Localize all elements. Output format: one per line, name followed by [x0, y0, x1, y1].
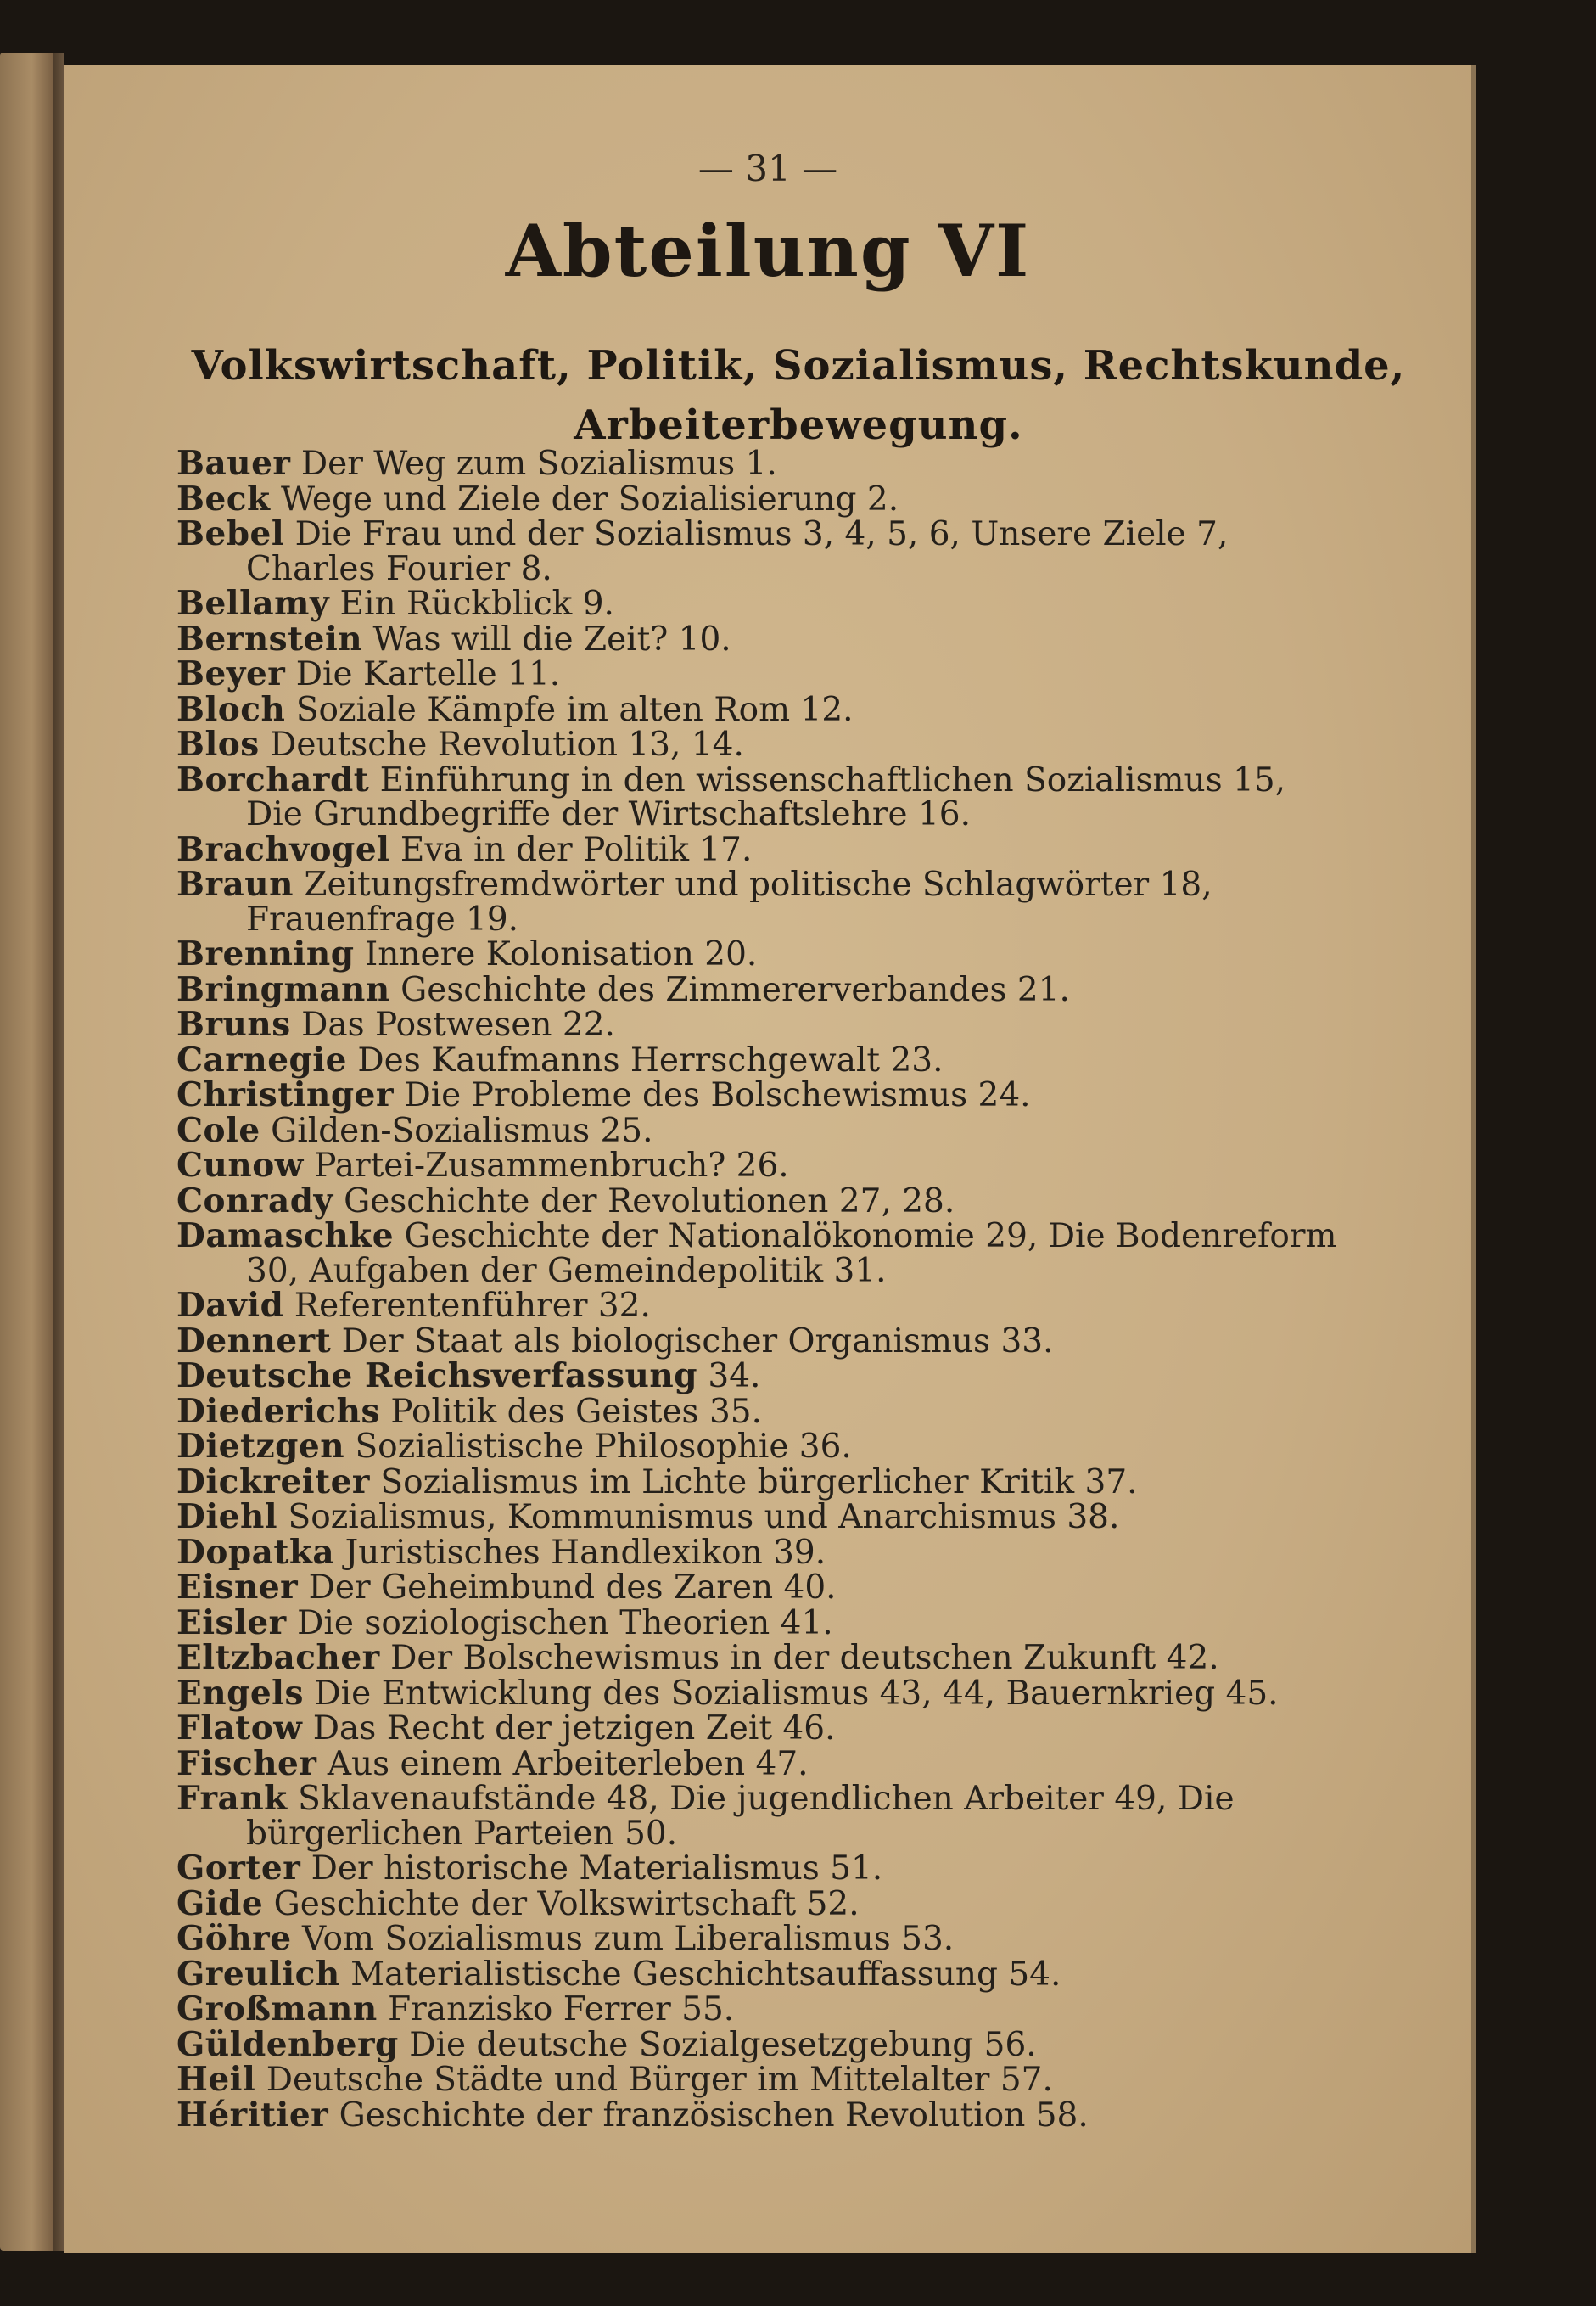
- subtitle-line-1: Volkswirtschaft, Politik, Sozialismus, Rechtskunde,: [191, 342, 1406, 390]
- page-number: — 31 —: [697, 148, 838, 189]
- list-item: [176, 1570, 1347, 1606]
- entry-author: Héritier: [176, 2095, 329, 2135]
- entry-author: Diehl: [176, 1497, 278, 1536]
- entry-author: Eisler: [176, 1602, 287, 1642]
- entry-author: Bebel: [176, 514, 285, 553]
- list-item: [176, 1181, 1347, 1220]
- entry-titles: Materialistische Geschichtsauffassung 54.: [350, 1955, 1061, 1994]
- list-item: [176, 1148, 1347, 1184]
- list-item: [176, 1602, 1347, 1642]
- entry-titles: Sklavenaufstände 48, Die jugendlichen Arbeiter 49, Die bürgerlichen Parteien 50.: [246, 1780, 1235, 1853]
- list-item: [176, 1007, 1347, 1043]
- entry-author: Flatow: [176, 1708, 303, 1748]
- entry-titles: Juristisches Handlexikon 39.: [344, 1533, 826, 1572]
- entry-author: Gorter: [176, 1849, 301, 1888]
- list-item: [176, 1954, 1347, 1994]
- entry-author: Dickreiter: [176, 1462, 370, 1501]
- entry-author: Fischer: [176, 1743, 317, 1783]
- entry-titles: Der Bolschewismus in der deutschen Zukunft 42.: [390, 1639, 1219, 1677]
- entry-titles: Politik des Geistes 35.: [390, 1392, 762, 1431]
- list-item: [176, 1216, 1347, 1290]
- entry-titles: Geschichte der Nationalökonomie 29, Die Bodenreform 30, Aufgaben der Gemeindepolitik 31.: [246, 1217, 1337, 1290]
- entry-titles: Die deutsche Sozialgesetzgebung 56.: [409, 2025, 1037, 2064]
- entry-titles: Geschichte der Revolutionen 27, 28.: [344, 1181, 955, 1220]
- entry-author: Bauer: [176, 444, 291, 483]
- entry-author: Güldenberg: [176, 2024, 399, 2064]
- entry-author: Braun: [176, 865, 294, 904]
- entry-titles: Wege und Ziele der Sozialisierung 2.: [280, 480, 899, 519]
- entry-titles: Soziale Kämpfe im alten Rom 12.: [295, 690, 854, 729]
- entry-author: Carnegie: [176, 1040, 347, 1080]
- entry-titles: Die Entwicklung des Sozialismus 43, 44, Bauernkrieg 45.: [314, 1674, 1279, 1713]
- list-item: [176, 689, 1347, 729]
- entry-author: Greulich: [176, 1954, 340, 1994]
- list-item: [176, 1781, 1347, 1851]
- entry-author: Engels: [176, 1673, 304, 1713]
- entry-author: Bloch: [176, 689, 286, 729]
- list-item: [176, 727, 1347, 763]
- entry-author: Großmann: [176, 1989, 378, 2028]
- list-item: [176, 1638, 1347, 1677]
- entry-author: Damaschke: [176, 1216, 395, 1255]
- list-item: [176, 1743, 1347, 1783]
- list-item: [176, 1989, 1347, 2028]
- entry-author: Bruns: [176, 1005, 291, 1044]
- entry-author: David: [176, 1286, 284, 1325]
- list-item: [176, 1462, 1347, 1501]
- entry-titles: Partei-Zusammenbruch? 26.: [314, 1147, 789, 1185]
- entry-titles: Die soziologischen Theorien 41.: [297, 1603, 833, 1642]
- entry-titles: Sozialismus im Lichte bürgerlicher Kritik 37.: [380, 1462, 1138, 1501]
- previous-page-edge: [0, 53, 53, 2251]
- entry-titles: Sozialismus, Kommunismus und Anarchismus 38.: [288, 1498, 1120, 1536]
- list-item: [176, 586, 1347, 622]
- list-item: [176, 867, 1347, 937]
- list-item: [176, 1321, 1347, 1361]
- entry-author: Cunow: [176, 1146, 304, 1185]
- entry-titles: Die Kartelle 11.: [295, 655, 561, 693]
- entry-titles: Geschichte der Volkswirtschaft 52.: [273, 1884, 860, 1923]
- entry-titles: Das Recht der jetzigen Zeit 46.: [312, 1709, 836, 1748]
- list-item: [176, 1391, 1347, 1431]
- list-item: [176, 2062, 1347, 2098]
- list-item: [176, 1919, 1347, 1958]
- entry-author: Eltzbacher: [176, 1638, 380, 1677]
- list-item: [176, 1356, 1347, 1395]
- entry-titles: Geschichte der französischen Revolution 58.: [339, 2096, 1089, 2135]
- list-item: [176, 1040, 1347, 1080]
- entry-titles: Der Weg zum Sozialismus 1.: [300, 445, 777, 483]
- list-item: [176, 619, 1347, 659]
- list-item: [176, 969, 1347, 1009]
- entry-author: Bringmann: [176, 969, 390, 1009]
- list-item: [176, 479, 1347, 519]
- list-item: [176, 446, 1347, 482]
- entry-titles: Der Staat als biologischer Organismus 33.: [341, 1321, 1054, 1361]
- entry-titles: 34.: [708, 1357, 761, 1395]
- entry-author: Bellamy: [176, 584, 330, 623]
- list-item: [176, 2024, 1347, 2064]
- book-page: [64, 65, 1476, 2253]
- list-item: [176, 1532, 1347, 1572]
- list-item: [176, 1110, 1347, 1150]
- entry-author: Frank: [176, 1779, 288, 1818]
- list-item: [176, 1708, 1347, 1748]
- entry-author: Göhre: [176, 1919, 292, 1958]
- entry-author: Dopatka: [176, 1532, 335, 1572]
- entry-author: Brachvogel: [176, 829, 390, 869]
- entry-author: Conrady: [176, 1181, 333, 1220]
- section-title: Abteilung VI: [505, 209, 1031, 293]
- entry-titles: Geschichte des Zimmererverbandes 21.: [400, 970, 1070, 1009]
- entry-author: Diederichs: [176, 1391, 380, 1431]
- entry-author: Beck: [176, 479, 271, 519]
- entry-author: Gide: [176, 1883, 264, 1923]
- entry-titles: Einführung in den wissenschaftlichen Sozialismus 15, Die Grundbegriffe der Wirtschaftslehre 16.: [246, 760, 1286, 833]
- entry-author: Heil: [176, 2060, 256, 2099]
- section-subtitle: [149, 336, 1448, 455]
- entry-titles: Ein Rückblick 9.: [339, 585, 614, 623]
- entry-titles: Die Frau und der Sozialismus 3, 4, 5, 6, Unsere Ziele 7, Charles Fourier 8.: [246, 515, 1229, 588]
- list-item: [176, 1883, 1347, 1923]
- bibliography-list: [176, 446, 1347, 2133]
- entry-author: Blos: [176, 725, 260, 764]
- entry-author: Dennert: [176, 1321, 332, 1361]
- entry-titles: Zeitungsfremdwörter und politische Schlagwörter 18, Frauenfrage 19.: [246, 866, 1212, 939]
- subtitle-line-2: Arbeiterbewegung.: [574, 401, 1023, 449]
- list-item: [176, 1288, 1347, 1324]
- list-item: [176, 760, 1347, 833]
- entry-author: Beyer: [176, 654, 286, 693]
- entry-author: Deutsche Reichsverfassung: [176, 1356, 698, 1395]
- list-item: [176, 1673, 1347, 1713]
- entry-author: Christinger: [176, 1075, 395, 1114]
- entry-titles: Das Postwesen 22.: [301, 1006, 615, 1044]
- entry-titles: Vom Sozialismus zum Liberalismus 53.: [301, 1920, 955, 1958]
- entry-titles: Deutsche Revolution 13, 14.: [270, 726, 744, 764]
- list-item: [176, 829, 1347, 869]
- list-item: [176, 1429, 1347, 1465]
- book-gutter: [53, 53, 64, 2251]
- list-item: [176, 1851, 1347, 1887]
- entry-author: Bernstein: [176, 619, 363, 659]
- entry-titles: Sozialistische Philosophie 36.: [355, 1428, 852, 1466]
- entry-titles: Des Kaufmanns Herrschgewalt 23.: [357, 1041, 944, 1080]
- entry-titles: Gilden-Sozialismus 25.: [271, 1111, 653, 1150]
- entry-titles: Die Probleme des Bolschewismus 24.: [404, 1076, 1031, 1114]
- entry-titles: Der historische Materialismus 51.: [311, 1849, 883, 1888]
- list-item: [176, 654, 1347, 693]
- entry-author: Cole: [176, 1110, 260, 1150]
- entry-titles: Innere Kolonisation 20.: [364, 935, 758, 973]
- list-item: [176, 514, 1347, 588]
- entry-titles: Eva in der Politik 17.: [400, 830, 753, 869]
- entry-titles: Der Geheimbund des Zaren 40.: [308, 1568, 837, 1607]
- list-item: [176, 1497, 1347, 1536]
- list-item: [176, 2095, 1347, 2135]
- list-item: [176, 934, 1347, 973]
- entry-titles: Franzisko Ferrer 55.: [388, 1990, 735, 2028]
- entry-author: Dietzgen: [176, 1427, 345, 1466]
- entry-titles: Aus einem Arbeiterleben 47.: [327, 1744, 809, 1783]
- entry-author: Borchardt: [176, 760, 370, 800]
- entry-titles: Deutsche Städte und Bürger im Mittelalter 57.: [266, 2061, 1053, 2099]
- entry-author: Brenning: [176, 934, 355, 973]
- entry-author: Eisner: [176, 1568, 299, 1607]
- list-item: [176, 1075, 1347, 1114]
- entry-titles: Was will die Zeit? 10.: [372, 620, 731, 659]
- entry-titles: Referentenführer 32.: [294, 1287, 651, 1325]
